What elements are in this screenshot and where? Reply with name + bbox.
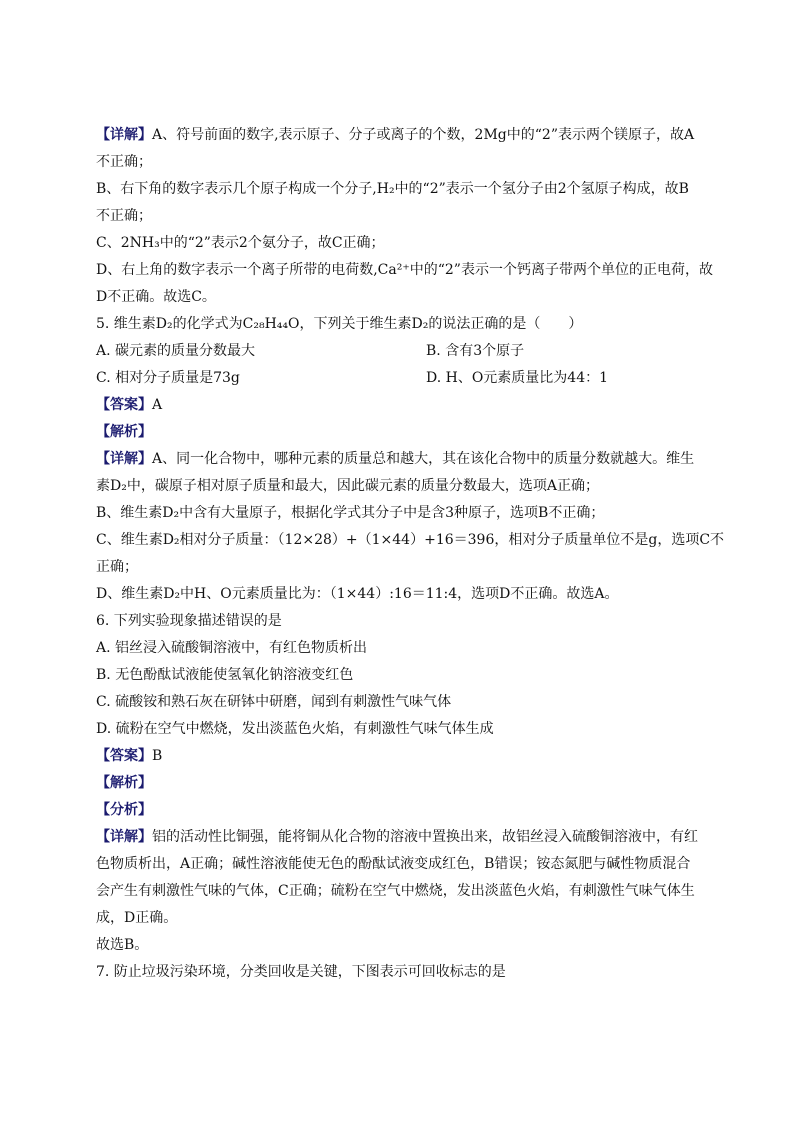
text-line xyxy=(96,500,700,527)
line-text: D、右上角的数字表示一个离子所带的电荷数,Ca²⁺中的“2”表示一个钙离子带两个单位的正电荷，故 xyxy=(96,262,713,278)
document-body xyxy=(96,122,725,986)
line-text: B. 无色酚酞试液能使氢氧化钠溶液变红色 xyxy=(96,667,354,683)
line-text: C、维生素D₂相对分子质量：（12×28）+（1×44）+16＝396，相对分子质量单位不是g，选项C不 xyxy=(96,532,725,548)
text-line xyxy=(96,770,700,797)
line-text: 不正确； xyxy=(96,208,152,224)
text-line xyxy=(96,797,700,824)
line-text: C. 硫酸铵和熟石灰在研钵中研磨，闻到有刺激性气味气体 xyxy=(96,694,452,710)
text-line xyxy=(96,959,700,986)
option-text: D. H、O元素质量比为44：1 xyxy=(426,370,609,386)
section-tag: 【详解】 xyxy=(96,451,152,467)
section-tag: 【分析】 xyxy=(96,802,152,818)
text-line xyxy=(96,122,700,149)
text-line xyxy=(96,635,700,662)
text-line xyxy=(96,878,700,905)
text-line xyxy=(96,824,700,851)
line-text: D、维生素D₂中H、O元素质量比为：（1×44）:16＝11:4，选项D不正确。故选A。 xyxy=(96,586,619,602)
text-line xyxy=(96,365,700,392)
section-tag: 【详解】 xyxy=(96,829,152,845)
text-line xyxy=(96,851,700,878)
line-text: 色物质析出，A正确；碱性溶液能使无色的酚酞试液变成红色，B错误；铵态氮肥与碱性物质混合 xyxy=(96,856,691,872)
line-text: B、右下角的数字表示几个原子构成一个分子,H₂中的“2”表示一个氢分子由2个氢原子构成，故B xyxy=(96,181,689,197)
text-line xyxy=(96,662,700,689)
line-text: 成，D正确。 xyxy=(96,910,178,926)
section-tag: 【详解】 xyxy=(96,127,152,143)
text-line xyxy=(96,608,700,635)
line-text: A. 铝丝浸入硫酸铜溶液中，有红色物质析出 xyxy=(96,640,368,656)
line-text: 铝的活动性比铜强，能将铜从化合物的溶液中置换出来，故铝丝浸入硫酸铜溶液中，有红 xyxy=(152,829,698,845)
text-line xyxy=(96,446,700,473)
option-text: A. 碳元素的质量分数最大 xyxy=(96,343,256,359)
text-line xyxy=(96,689,700,716)
line-text: A xyxy=(152,397,163,413)
line-text: 不正确； xyxy=(96,154,152,170)
text-line xyxy=(96,257,713,284)
line-text: 7. 防止垃圾污染环境，分类回收是关键，下图表示可回收标志的是 xyxy=(96,964,506,980)
section-tag: 【解析】 xyxy=(96,424,152,440)
line-text: 正确； xyxy=(96,559,138,575)
line-text: A、同一化合物中，哪种元素的质量总和越大，其在该化合物中的质量分数就越大。维生 xyxy=(152,451,695,467)
text-line xyxy=(96,527,725,554)
text-line xyxy=(96,473,700,500)
text-line xyxy=(96,716,700,743)
line-text: 5. 维生素D₂的化学式为C₂₈H₄₄O，下列关于维生素D₂的说法正确的是（ ） xyxy=(96,316,583,332)
text-line xyxy=(96,176,700,203)
text-line xyxy=(96,392,700,419)
option-text: B. 含有3个原子 xyxy=(426,343,525,359)
line-text: A、符号前面的数字,表示原子、分子或离子的个数，2Mg中的“2”表示两个镁原子，故A xyxy=(152,127,695,143)
section-tag: 【答案】 xyxy=(96,397,152,413)
section-tag: 【解析】 xyxy=(96,775,152,791)
line-text: C、2NH₃中的“2”表示2个氨分子，故C正确； xyxy=(96,235,385,251)
text-line xyxy=(96,419,700,446)
line-text: D. 硫粉在空气中燃烧，发出淡蓝色火焰，有刺激性气味气体生成 xyxy=(96,721,494,737)
text-line xyxy=(96,554,700,581)
text-line xyxy=(96,284,700,311)
text-line xyxy=(96,743,700,770)
section-tag: 【答案】 xyxy=(96,748,152,764)
text-line xyxy=(96,230,700,257)
line-text: B、维生素D₂中含有大量原子，根据化学式其分子中是含3种原子，选项B不正确； xyxy=(96,505,605,521)
line-text: 故选B。 xyxy=(96,937,149,953)
line-text: 会产生有刺激性气味的气体，C正确；硫粉在空气中燃烧，发出淡蓝色火焰，有刺激性气味气体生 xyxy=(96,883,695,899)
text-line xyxy=(96,149,700,176)
text-line xyxy=(96,905,700,932)
line-text: 素D₂中，碳原子相对原子质量和最大，因此碳元素的质量分数最大，选项A正确； xyxy=(96,478,599,494)
line-text: 6. 下列实验现象描述错误的是 xyxy=(96,613,282,629)
text-line xyxy=(96,311,700,338)
line-text: B xyxy=(152,748,163,764)
text-line xyxy=(96,338,700,365)
option-text: C. 相对分子质量是73g xyxy=(96,370,240,386)
text-line xyxy=(96,932,700,959)
line-text: D不正确。故选C。 xyxy=(96,289,216,305)
text-line xyxy=(96,581,700,608)
text-line xyxy=(96,203,700,230)
